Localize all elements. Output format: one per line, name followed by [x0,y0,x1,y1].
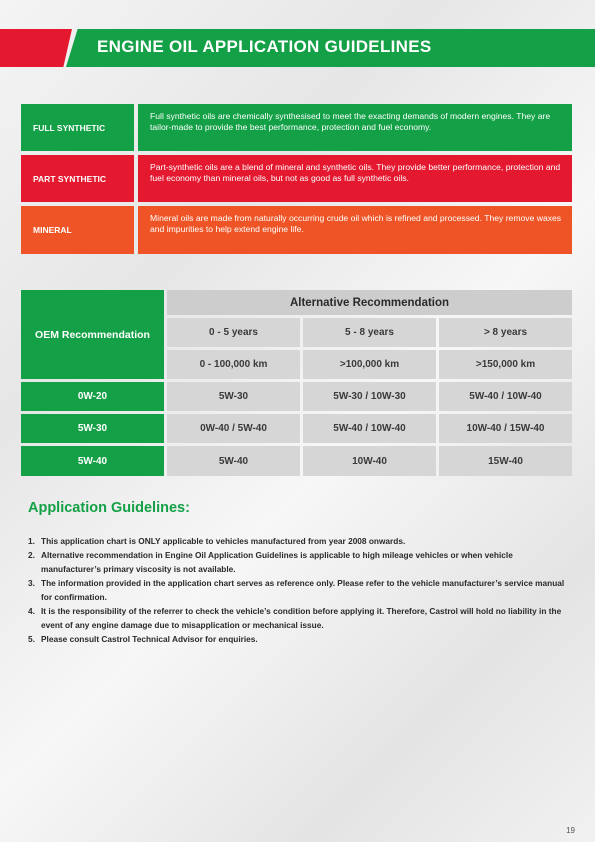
list-item [28,535,568,549]
recommendation-table [21,290,572,476]
item-number: 2. [28,550,35,561]
alt-grade: 0W-40 / 5W-40 [167,414,300,443]
oil-type-label: FULL SYNTHETIC [21,104,134,151]
alt-grade: 10W-40 [303,446,436,476]
oem-grade: 5W-30 [21,414,164,443]
item-text: The information provided in the application chart serves as reference only. Please refer to the vehicle manufacturer’s service manual for confirmation. [41,578,565,602]
item-text: It is the responsibility of the referrer to check the vehicle’s condition before applying it. Therefore, Castrol will hold no liability in the event of any engine damage due to misapplication or mechanical issue. [41,606,562,630]
item-text: Alternative recommendation in Engine Oil Application Guidelines is applicable to high mileage vehicles or when vehicle manufacturer’s primary viscosity is not available. [41,550,513,574]
km-header: 0 - 100,000 km [167,350,300,379]
oil-type-description: Full synthetic oils are chemically synthesised to meet the exacting demands of modern engines. They are tailor-made to provide the best performance, protection and fuel economy. [138,104,572,151]
oil-type-part-synthetic [21,155,572,202]
oil-type-description: Part-synthetic oils are a blend of mineral and synthetic oils. They provide better performance, protection and fuel economy than mineral oils, but not as good as full synthetic oils. [138,155,572,202]
alt-grade: 5W-40 [167,446,300,476]
oem-grade: 5W-40 [21,446,164,476]
list-item [28,549,568,576]
alt-grade: 5W-30 / 10W-30 [303,382,436,411]
oil-types-list [21,104,572,258]
guidelines-title: Application Guidelines: [28,500,190,516]
item-number: 1. [28,536,35,546]
item-text: This application chart is ONLY applicable to vehicles manufactured from year 2008 onwards. [41,536,406,546]
alt-grade: 5W-40 / 10W-40 [439,382,572,411]
item-text: Please consult Castrol Technical Advisor for enquiries. [41,633,258,644]
guidelines-list [28,535,568,647]
item-number: 4. [28,606,35,617]
oem-grade: 0W-20 [21,382,164,411]
page-number: 19 [566,826,575,835]
oil-type-label: MINERAL [21,206,134,254]
years-header: 0 - 5 years [167,318,300,347]
list-item [28,577,568,604]
years-header: > 8 years [439,318,572,347]
page-header [0,29,595,67]
oil-type-label: PART SYNTHETIC [21,155,134,202]
list-item [28,605,568,632]
oil-type-full-synthetic [21,104,572,151]
oil-type-mineral [21,206,572,254]
km-header: >150,000 km [439,350,572,379]
years-header: 5 - 8 years [303,318,436,347]
km-header: >100,000 km [303,350,436,379]
item-number: 3. [28,578,35,589]
alt-header: Alternative Recommendation [167,290,572,315]
alt-grade: 5W-40 / 10W-40 [303,414,436,443]
oil-type-description: Mineral oils are made from naturally occurring crude oil which is refined and processed. They remove waxes and impurities to help extend engine life. [138,206,572,254]
alt-grade: 15W-40 [439,446,572,476]
page-title: ENGINE OIL APPLICATION GUIDELINES [97,37,432,56]
header-red-stripe [0,29,72,67]
oem-header: OEM Recommendation [21,290,164,379]
alt-grade: 10W-40 / 15W-40 [439,414,572,443]
alt-grade: 5W-30 [167,382,300,411]
list-item [28,633,568,647]
item-number: 5. [28,633,35,644]
